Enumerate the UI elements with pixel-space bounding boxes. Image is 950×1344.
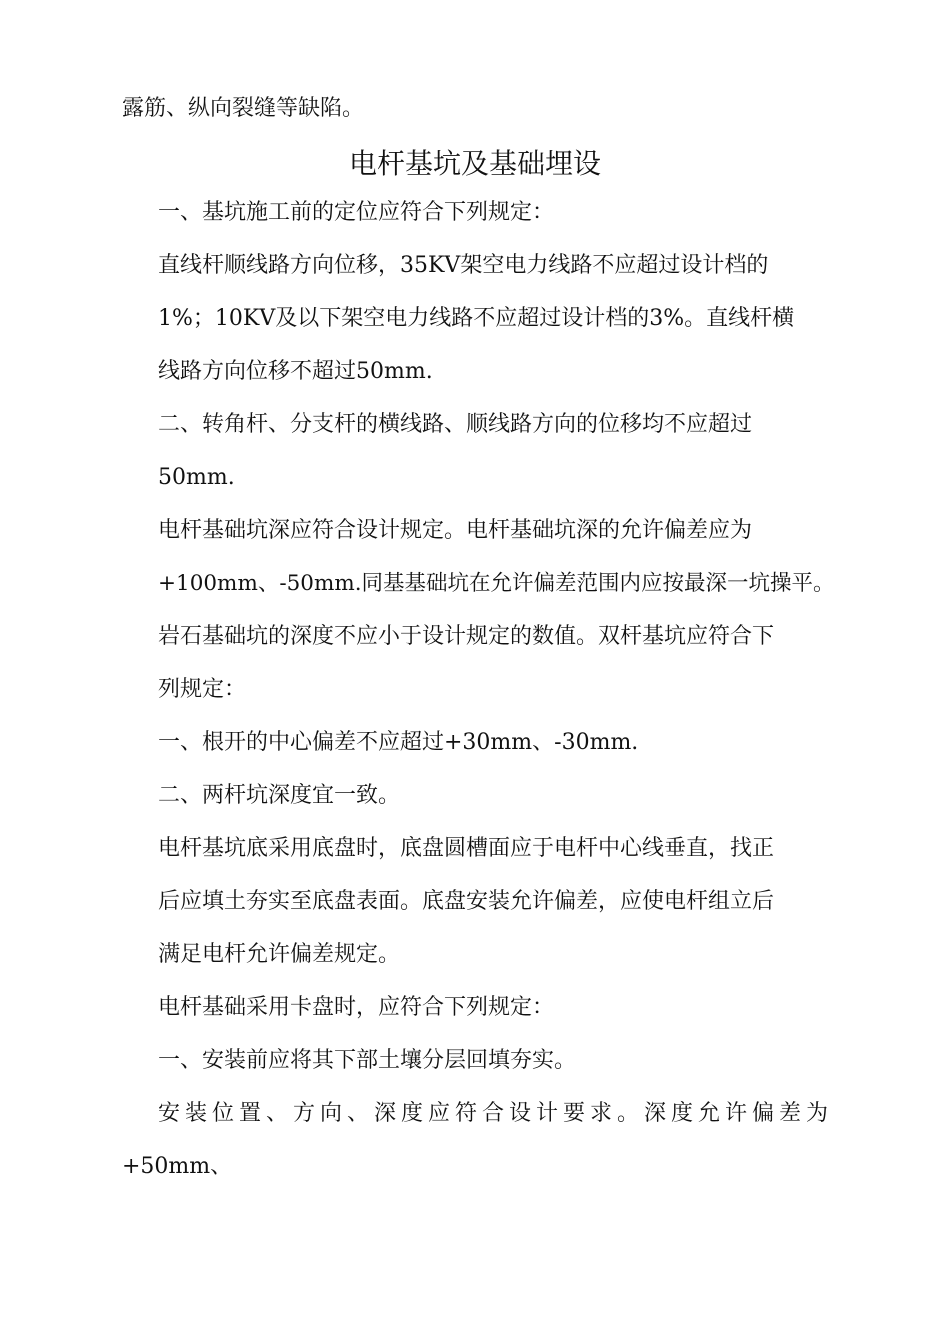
paragraph-line: 后应填土夯实至底盘表面。底盘安装允许偏差，应使电杆组立后 (158, 889, 775, 914)
paragraph-line: 岩石基础坑的深度不应小于设计规定的数值。双杆基坑应符合下 (158, 624, 775, 649)
section-title: 电杆基坑及基础埋设 (348, 147, 601, 180)
paragraph-line: 50mm. (158, 465, 235, 490)
paragraph-line: 一、根开的中心偏差不应超过+30mm、-30mm. (158, 730, 639, 755)
paragraph-line: +50mm、 (122, 1154, 233, 1179)
paragraph-line: 直线杆顺线路方向位移，35KV架空电力线路不应超过设计档的 (158, 253, 769, 278)
paragraph-line: 安装位置、方向、深度应符合设计要求。深度允许偏差为 (158, 1101, 834, 1126)
lead-line: 露筋、纵向裂缝等缺陷。 (122, 96, 365, 121)
paragraph-line: 列规定： (158, 677, 247, 702)
paragraph-line: 一、基坑施工前的定位应符合下列规定： (158, 200, 555, 225)
paragraph-line: 电杆基坑底采用底盘时，底盘圆槽面应于电杆中心线垂直，找正 (158, 836, 775, 861)
paragraph-line: 线路方向位移不超过50mm. (158, 359, 433, 384)
paragraph-line: +100mm、-50mm.同基基础坑在允许偏差范围内应按最深一坑操平。 (158, 571, 835, 596)
paragraph-line: 1%；10KV及以下架空电力线路不应超过设计档的3%。直线杆横 (158, 306, 795, 331)
paragraph-line: 二、转角杆、分支杆的横线路、顺线路方向的位移均不应超过 (158, 412, 753, 437)
paragraph-line: 电杆基础坑深应符合设计规定。电杆基础坑深的允许偏差应为 (158, 518, 753, 543)
paragraph-line: 满足电杆允许偏差规定。 (158, 942, 401, 967)
paragraph-line: 二、两杆坑深度宜一致。 (158, 783, 401, 808)
paragraph-line: 一、安装前应将其下部土壤分层回填夯实。 (158, 1048, 577, 1073)
paragraph-line: 电杆基础采用卡盘时，应符合下列规定： (158, 995, 555, 1020)
